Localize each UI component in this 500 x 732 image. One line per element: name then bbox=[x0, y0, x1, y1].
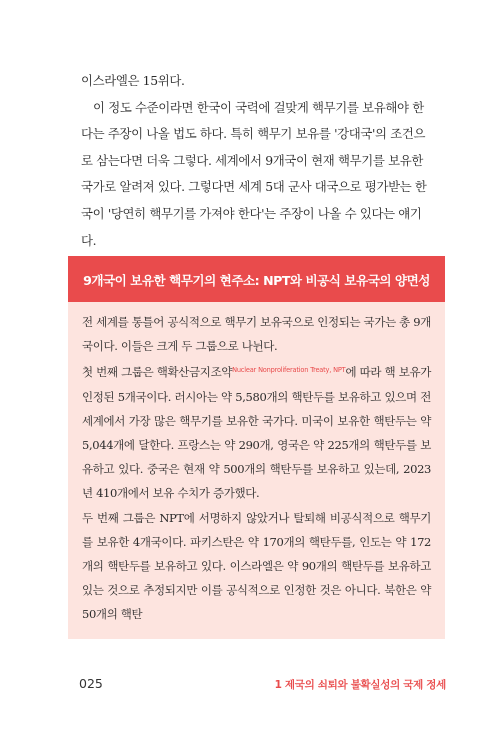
box-paragraph: 전 세계를 통틀어 공식적으로 핵무기 보유국으로 인정되는 국가는 총 9개국이다. 이들은 크게 두 그룹으로 나뉜다. bbox=[82, 315, 431, 354]
box-paragraph bbox=[82, 358, 431, 505]
chapter-running-head: 1 제국의 쇠퇴와 불확실성의 국제 정세 bbox=[274, 679, 446, 691]
body-paragraph: 이스라엘은 15위다. bbox=[81, 73, 185, 88]
sidebar-box-body bbox=[68, 302, 445, 627]
english-term-annotation: Nuclear Nonproliferation Treaty, NPT bbox=[232, 366, 346, 375]
sidebar-box-title: 9개국이 보유한 핵무기의 현주소: NPT와 비공식 보유국의 양면성 bbox=[68, 256, 445, 302]
box-paragraph-text: 에 따라 핵 보유가 인정된 5개국이다. 러시아는 약 5,580개의 핵탄두를 보유하고 있으며 전 세계에서 가장 많은 핵무기를 보유한 국가다. 미국이 보유한 핵탄두는 약 5,044개에 달한다. 프랑스는 약 290개, 영국은 약 225개의 핵탄두를 보유하고 있다. 중국은 현재 약 500개의 핵탄두를 보유하고 있는데, 2023년 410개에서 보유 수치가 증가했다. bbox=[82, 365, 431, 501]
box-paragraph: 두 번째 그룹은 NPT에 서명하지 않았거나 탈퇴해 비공식적으로 핵무기를 보유한 4개국이다. 파키스탄은 약 170개의 핵탄두를, 인도는 약 172개의 핵탄두를 보유하고 있다. 이스라엘은 약 90개의 핵탄두를 보유하고 있는 것으로 추정되지만 이를 공식적으로 인정한 것은 아니다. 북한은 약 50개의 핵탄 bbox=[82, 510, 431, 622]
sidebar-box bbox=[68, 256, 445, 639]
page-number: 025 bbox=[79, 676, 103, 691]
main-body-text bbox=[81, 68, 433, 254]
box-paragraph-text: 첫 번째 그룹은 핵확산금지조약 bbox=[82, 365, 233, 380]
body-paragraph: 이 정도 수준이라면 한국이 국력에 걸맞게 핵무기를 보유해야 한다는 주장이 나올 법도 하다. 특히 핵무기 보유를 '강대국'의 조건으로 삼는다면 더욱 그렇다. 세계에서 9개국이 현재 핵무기를 보유한 국가로 알려져 있다. 그렇다면 세계 5대 군사 대국으로 평가받는 한국이 '당연히 핵무기를 가져야 한다'는 주장이 나올 수 있다는 얘기다. bbox=[81, 99, 427, 248]
